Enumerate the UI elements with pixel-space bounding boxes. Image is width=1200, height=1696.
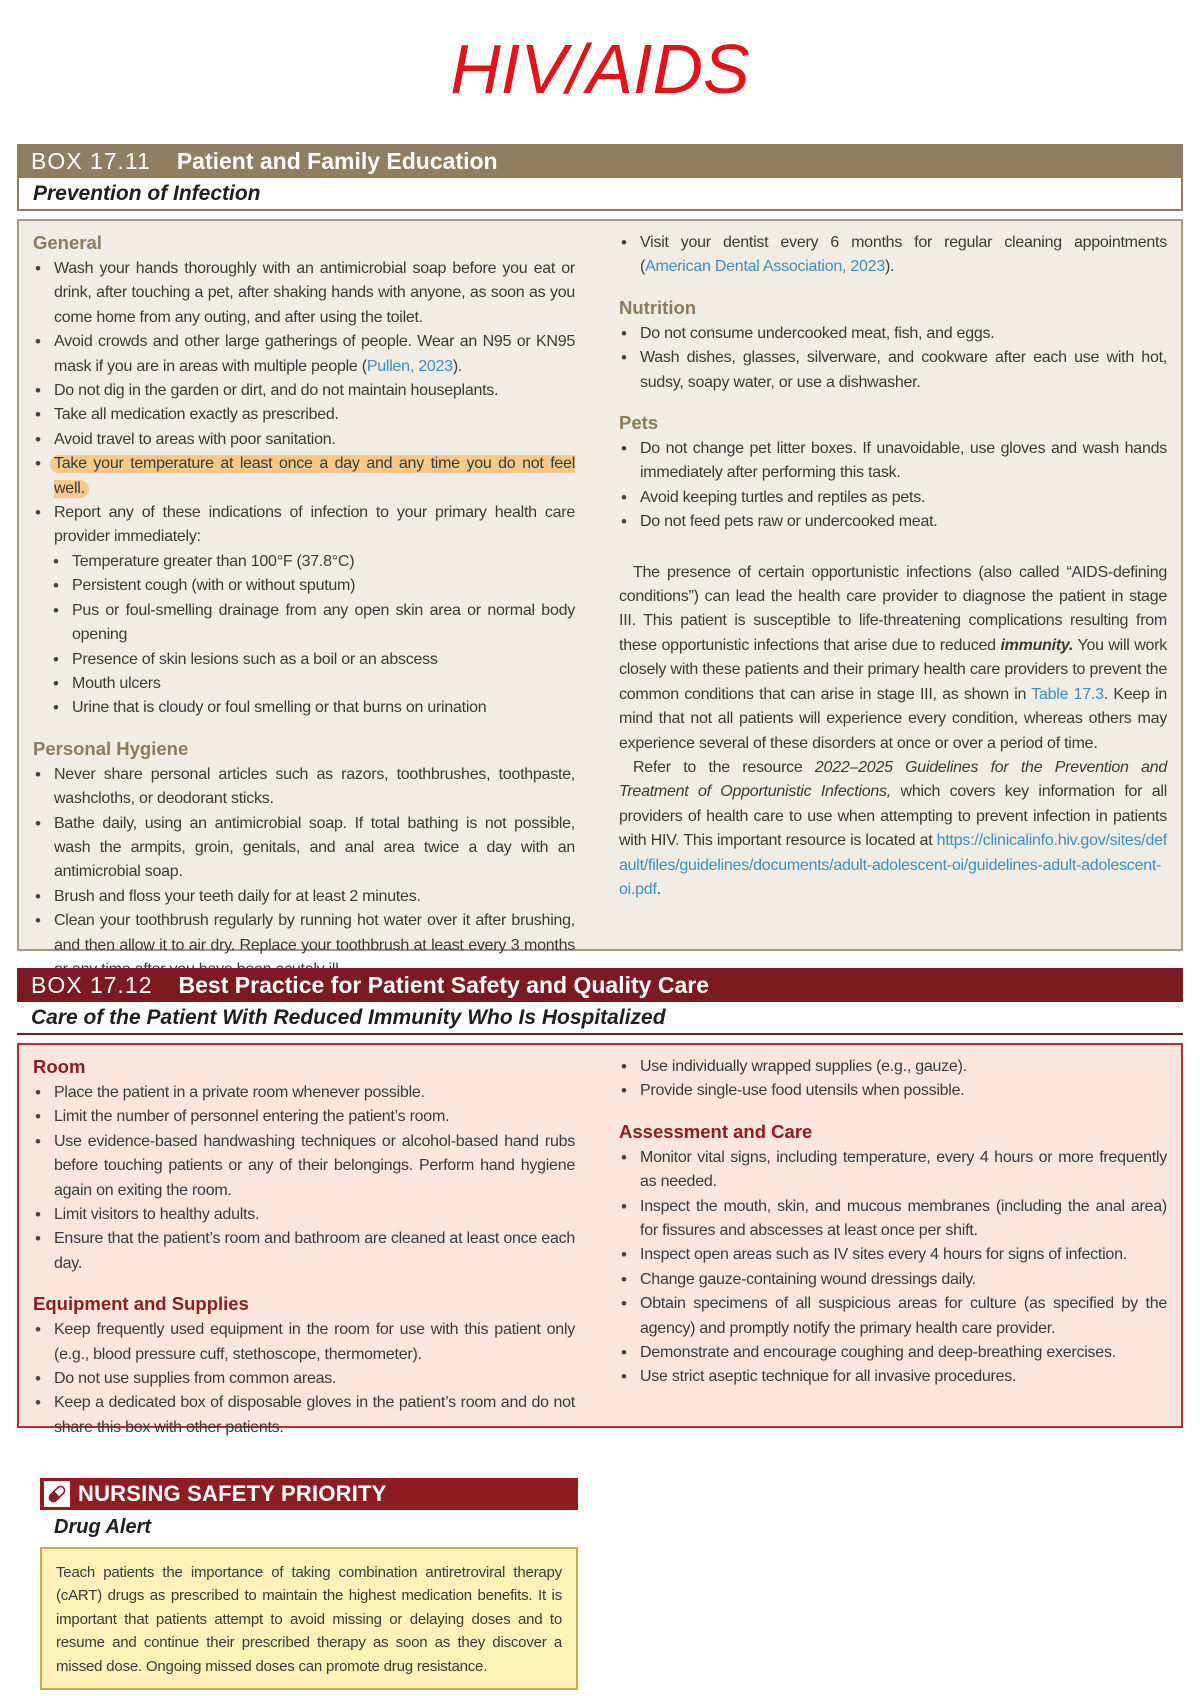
guidelines-url-link[interactable]: https://clinicalinfo.hiv.gov/sites/default/files/guidelines/documents/adult-adolescent-oi/guidelines-adult-adolescent-oi.pdf — [619, 832, 1167, 898]
list-item: • Report any of these indications of infection to your primary health care provider immediately: — [33, 501, 575, 550]
citation-link[interactable]: Pullen, 2023 — [366, 357, 453, 375]
table-reference-link[interactable]: Table 17.3 — [1031, 685, 1104, 703]
list-item: • Inspect open areas such as IV sites every 4 hours for signs of infection. — [619, 1243, 1167, 1267]
list-item: • Wash dishes, glasses, silverware, and cookware after each use with hot, sudsy, soapy water, or use a dishwasher. — [619, 346, 1167, 395]
section-heading-general: General — [33, 232, 102, 253]
list-item: • Limit visitors to healthy adults. — [33, 1203, 575, 1227]
box-subtitle: Care of the Patient With Reduced Immunity Who Is Hospitalized — [17, 1002, 1183, 1035]
equipment-list — [33, 1318, 575, 1440]
box-body — [17, 1043, 1183, 1436]
list-item: • Monitor vital signs, including temperature, every 4 hours or more frequently as needed. — [619, 1146, 1167, 1195]
nsp-subtitle: Drug Alert — [54, 1516, 152, 1538]
list-item: • Limit the number of personnel entering the patient’s room. — [33, 1105, 575, 1129]
list-item: • Inspect the mouth, skin, and mucous membranes (including the anal area) for fissures and abscesses at least once per shift. — [619, 1195, 1167, 1244]
box-number: BOX 17.11 — [31, 147, 151, 174]
list-item: • Do not consume undercooked meat, fish, and eggs. — [619, 322, 1167, 346]
nutrition-list — [619, 322, 1167, 395]
box-column-left — [19, 221, 585, 954]
emphasis-term: immunity. — [1000, 636, 1074, 654]
list-item: • Avoid keeping turtles and reptiles as pets. — [619, 486, 1167, 510]
list-item: • Demonstrate and encourage coughing and deep-breathing exercises. — [619, 1341, 1167, 1365]
sub-list-item: • Pus or foul-smelling drainage from any open skin area or normal body opening — [33, 599, 575, 648]
page-title: HIV/AIDS — [450, 30, 750, 108]
list-item: • Avoid crowds and other large gatherings of people. Wear an N95 or KN95 mask if you are in areas with multiple people (Pullen, 2023). — [33, 330, 575, 379]
list-item: • Visit your dentist every 6 months for regular cleaning appointments (American Dental Association, 2023). — [619, 231, 1167, 280]
list-item: • Ensure that the patient’s room and bathroom are cleaned at least once each day. — [33, 1227, 575, 1276]
box-header — [17, 968, 1183, 1002]
section-heading-nutrition: Nutrition — [619, 296, 697, 318]
list-item: • Keep frequently used equipment in the room for use with this patient only (e.g., blood pressure cuff, stethoscope, thermometer). — [33, 1318, 575, 1367]
list-item: • Use strict aseptic technique for all invasive procedures. — [619, 1365, 1167, 1389]
box-body — [17, 219, 1183, 954]
list-item: • Never share personal articles such as razors, toothbrushes, toothpaste, washcloths, or deodorant sticks. — [33, 763, 575, 812]
box-column-right — [585, 221, 1181, 949]
citation-link[interactable]: American Dental Association, 2023 — [645, 258, 885, 276]
list-item: • Provide single-use food utensils when possible. — [619, 1079, 1167, 1103]
dentist-list — [619, 231, 1167, 280]
list-item: • Do not dig in the garden or dirt, and do not maintain houseplants. — [33, 379, 575, 403]
list-item: • Take all medication exactly as prescribed. — [33, 403, 575, 427]
section-heading-room: Room — [33, 1056, 86, 1077]
list-item: • Do not feed pets raw or undercooked meat. — [619, 510, 1167, 534]
nsp-title: NURSING SAFETY PRIORITY — [78, 1481, 387, 1506]
pill-icon — [44, 1481, 70, 1507]
section-heading-assessment: Assessment and Care — [619, 1120, 813, 1142]
list-item: • Brush and floss your teeth daily for at least 2 minutes. — [33, 885, 575, 909]
box-17-11 — [17, 144, 1183, 954]
box-title: Best Practice for Patient Safety and Quality Care — [178, 971, 709, 998]
sub-list-item: • Mouth ulcers — [33, 672, 575, 696]
box-number: BOX 17.12 — [31, 971, 153, 998]
list-item: • Do not use supplies from common areas. — [33, 1367, 575, 1391]
list-item: • Keep a dedicated box of disposable gloves in the patient’s room and do not share this box with other patients. — [33, 1391, 575, 1440]
sub-list-item: • Persistent cough (with or without sputum) — [33, 574, 575, 598]
list-item: • Change gauze-containing wound dressings daily. — [619, 1268, 1167, 1292]
box-header — [17, 144, 1183, 178]
list-item: • Obtain specimens of all suspicious areas for culture (as specified by the agency) and promptly notify the primary health care provider. — [619, 1292, 1167, 1341]
body-paragraph: The presence of certain opportunistic infections (also called “AIDS-defining conditions”) can lead the health care provider to diagnose the patient in stage III. This patient is susceptible to life-threatening complications resulting from these opportunistic infections that arise due to reduced immunity. You will work closely with these patients and their primary health care providers to prevent the common conditions that can arise in stage III, as shown in Table 17.3. Keep in mind that not all patients will experience every condition, whereas others may experience several of these disorders at once or over a period of time. — [619, 563, 1168, 752]
nsp-body-text: Teach patients the importance of taking combination antiretroviral therapy (cART) drugs as prescribed to maintain the highest medication benefits. It is important that patients attempt to avoid missing or delaying doses and to resume and continue their prescribed therapy as soon as they discover a missed dose. Ongoing missed doses can promote drug resistance. — [40, 1547, 578, 1690]
sub-list-item: • Presence of skin lesions such as a boil or an abscess — [33, 648, 575, 672]
room-list — [33, 1081, 575, 1276]
list-item: • Clean your toothbrush regularly by running hot water over it after brushing, and then allow it to air dry. Replace your toothbrush at least every 3 months — [33, 909, 575, 982]
highlight-mark: Take your temperature at least once a day and any time you do not feel well. — [50, 455, 575, 497]
list-item: • Bathe daily, using an antimicrobial soap. If total bathing is not possible, wash the armpits, groin, genitals, and anal area twice a day with an antimicrobial soap. — [33, 812, 575, 885]
list-item: • Wash your hands thoroughly with an antimicrobial soap before you eat or drink, after touching a pet, after shaking hands with anyone, as soon as you come home from any outing, and after using the toilet. — [33, 257, 575, 330]
section-heading-pets: Pets — [619, 412, 659, 434]
box-title: Patient and Family Education — [176, 147, 498, 174]
resource-title: 2022–2025 Guidelines for the Prevention and Treatment of Opportunistic Infections, — [619, 758, 1167, 801]
list-item: • Use evidence-based handwashing techniques or alcohol-based hand rubs before touching patients or any of their belongings. Perform hand hygiene again on exiting the room. — [33, 1130, 575, 1203]
list-item: • Do not change pet litter boxes. If unavoidable, use gloves and wash hands immediately after performing this task. — [619, 437, 1167, 486]
box-subtitle: Prevention of Infection — [17, 178, 1183, 211]
hygiene-list — [33, 763, 575, 983]
list-item-highlighted — [33, 452, 575, 501]
section-heading-personal-hygiene: Personal Hygiene — [33, 737, 189, 759]
sub-list-item: • Temperature greater than 100°F (37.8°C) — [33, 550, 575, 574]
nsp-header — [40, 1478, 578, 1510]
list-item: • Use individually wrapped supplies (e.g., gauze). — [619, 1055, 1167, 1079]
general-list — [33, 257, 575, 550]
infection-signs-list — [33, 550, 575, 721]
supplies-continued-list — [619, 1055, 1167, 1104]
box-column-left — [19, 1045, 585, 1436]
sub-list-item: • Urine that is cloudy or foul smelling or that burns on urination — [33, 696, 575, 720]
pets-list — [619, 437, 1167, 535]
list-item: • Place the patient in a private room whenever possible. — [33, 1081, 575, 1105]
nursing-safety-priority-box — [40, 1478, 578, 1690]
list-item: • Avoid travel to areas with poor sanitation. — [33, 428, 575, 452]
section-heading-equipment: Equipment and Supplies — [33, 1293, 249, 1315]
box-17-12 — [17, 968, 1183, 1436]
body-paragraph: Refer to the resource 2022–2025 Guidelines for the Prevention and Treatment of Opportunistic Infections, which covers key information for all providers of health care to use when attempting to prevent infection in patients with HIV. This important resource is located at https://clinicalinfo.hiv.gov/sites/default/files/guidelines/documents/adult-adolescent-oi/guidelines-adult-adolescent-oi.pdf. — [619, 758, 1167, 898]
box-column-right — [585, 1045, 1181, 1426]
assessment-list — [619, 1146, 1167, 1390]
